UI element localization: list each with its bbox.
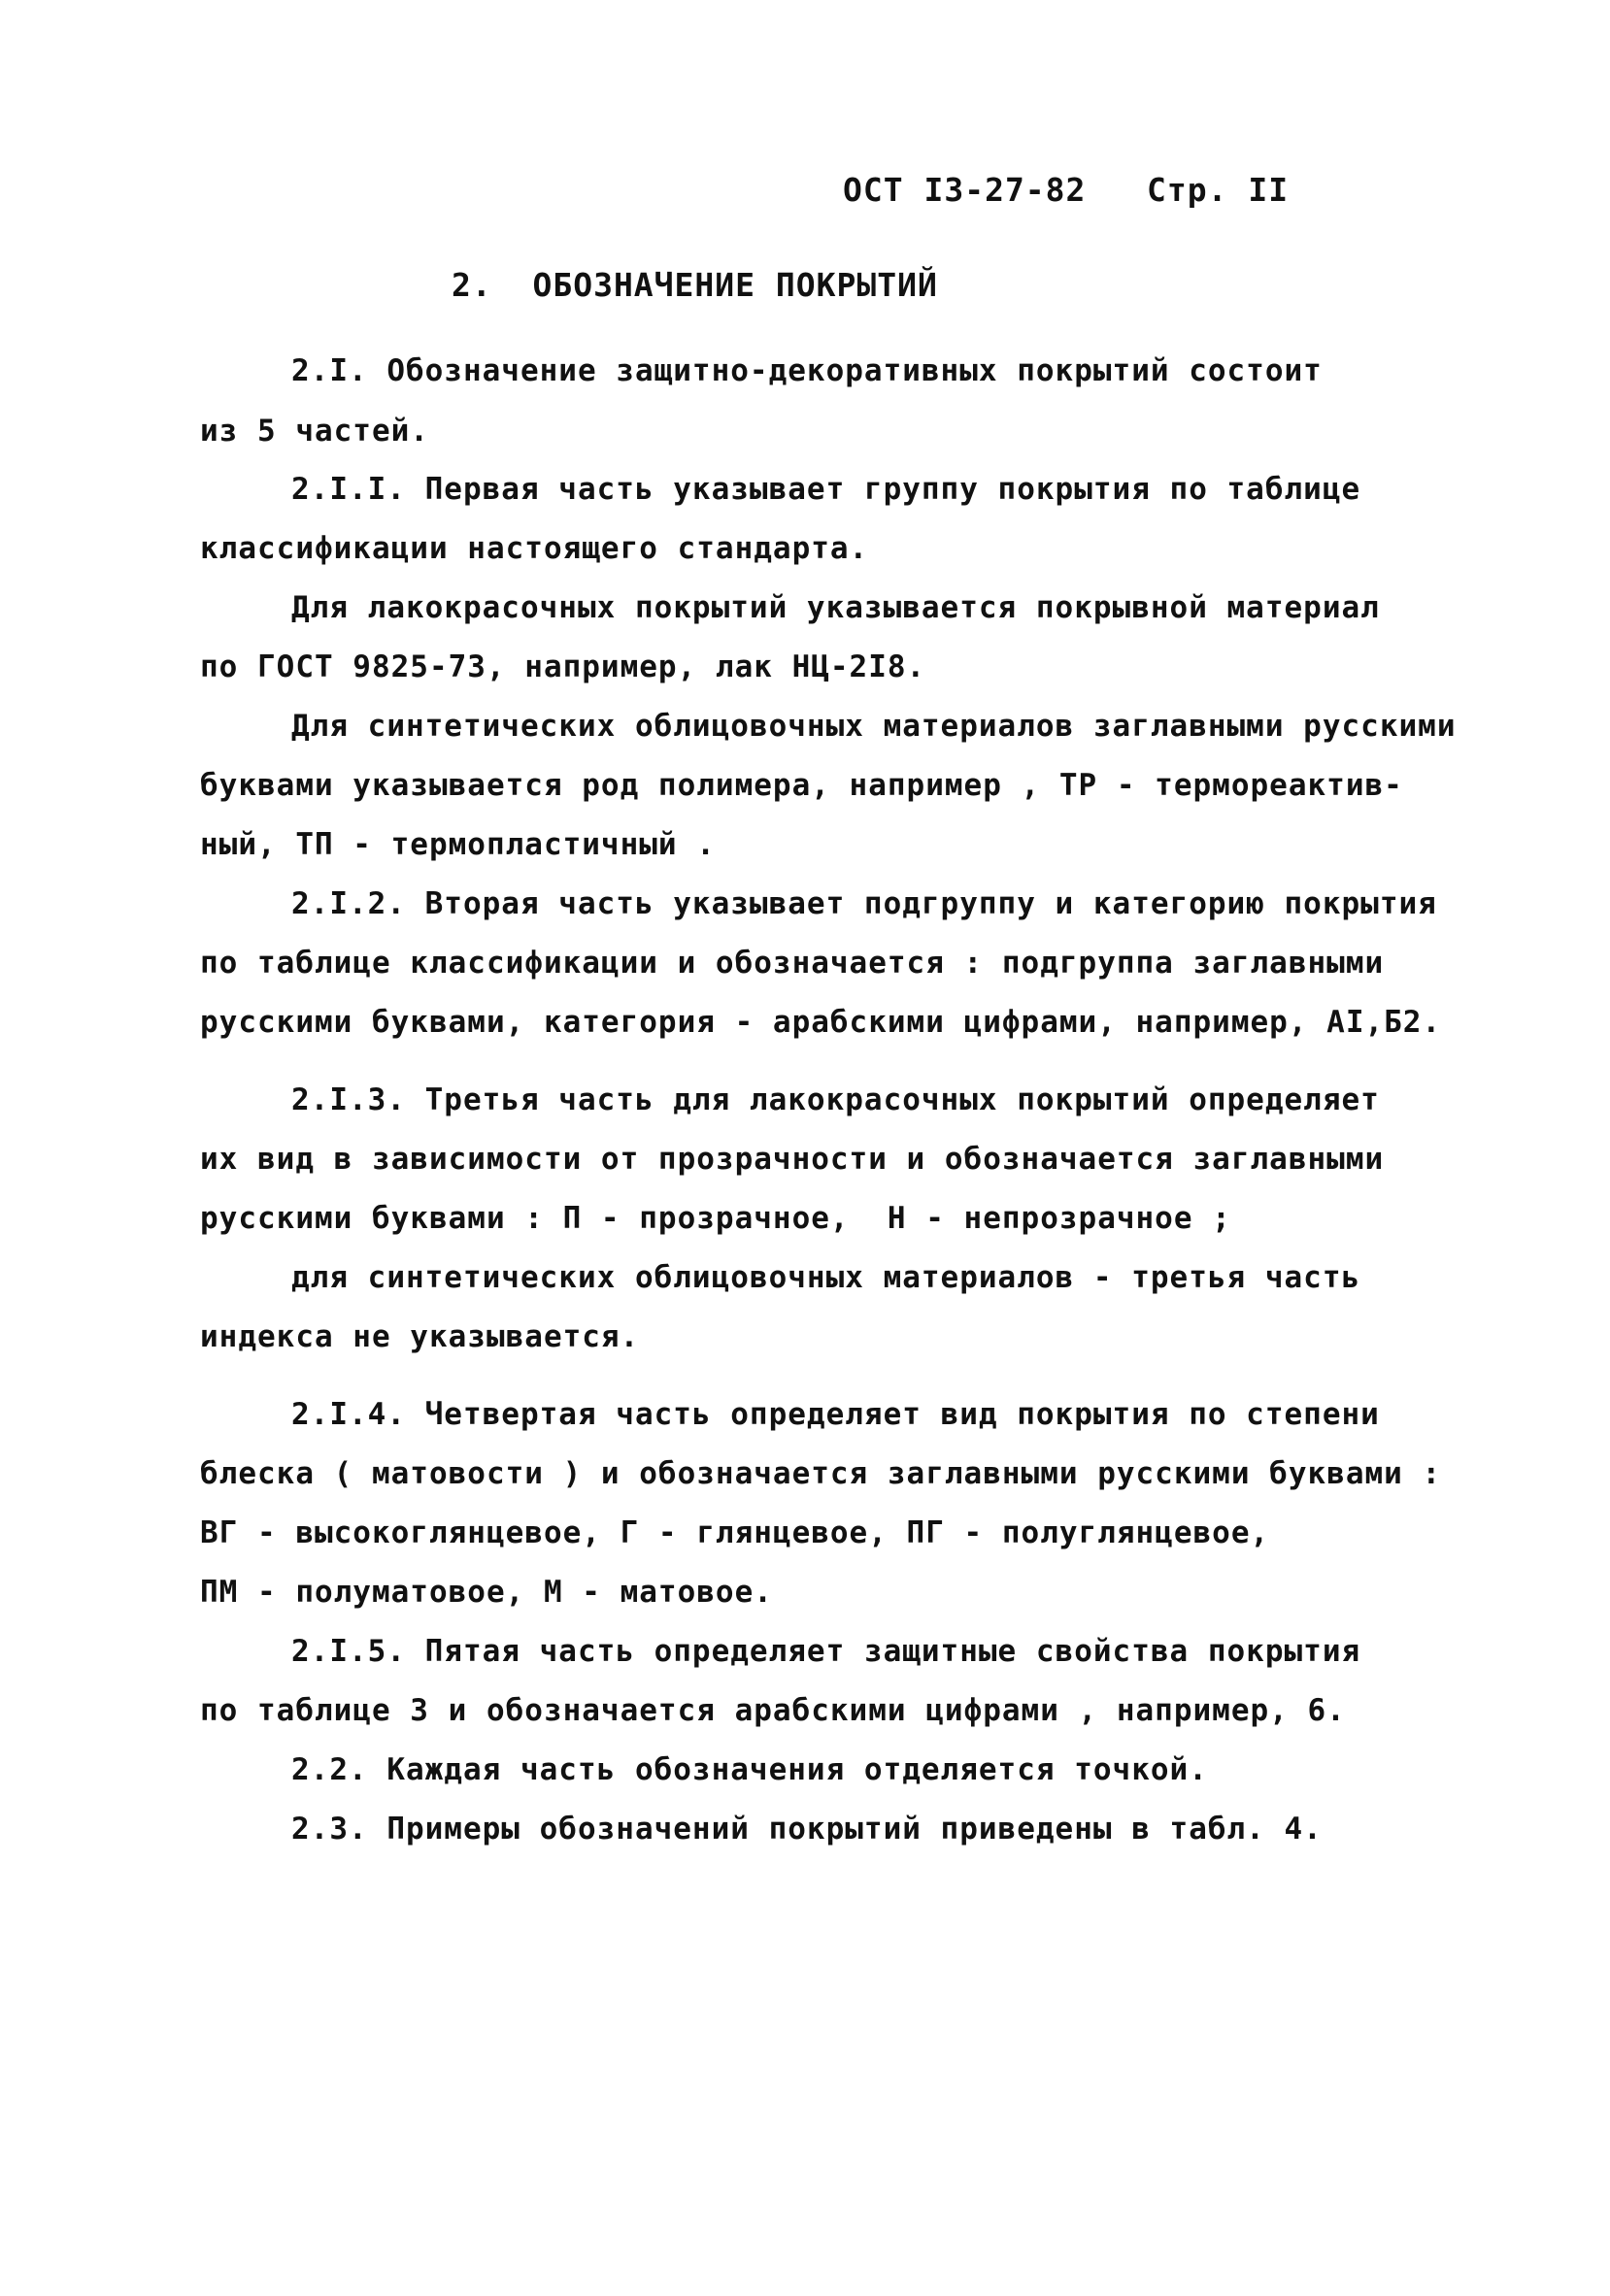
text-line: 2.I.2. Вторая часть указывает подгруппу и категорию покрытия — [291, 886, 1437, 921]
doc-number: ОСТ I3-27-82 — [843, 171, 1087, 209]
text-line: ВГ - высокоглянцевое, Г - глянцевое, ПГ - полуглянцевое, — [200, 1515, 1270, 1550]
text-line: Для лакокрасочных покрытий указывается покрывной материал — [291, 590, 1380, 625]
text-line: из 5 частей. — [200, 414, 429, 449]
text-line: блеска ( матовости ) и обозначается заглавными русскими буквами : — [200, 1456, 1442, 1491]
text-line: Для синтетических облицовочных материалов заглавными русскими — [291, 709, 1457, 744]
page-header — [843, 171, 1289, 209]
text-line: 2.I.5. Пятая часть определяет защитные свойства покрытия — [291, 1634, 1361, 1669]
text-line: ный, ТП - термопластичный . — [200, 827, 716, 862]
text-line: индекса не указывается. — [200, 1319, 640, 1354]
text-line: по таблице 3 и обозначается арабскими цифрами , например, 6. — [200, 1693, 1346, 1728]
text-line: ПМ - полуматовое, М - матовое. — [200, 1575, 773, 1610]
text-line: 2.2. Каждая часть обозначения отделяется точкой. — [291, 1752, 1208, 1787]
text-line: русскими буквами, категория - арабскими цифрами, например, АI,Б2. — [200, 1005, 1442, 1040]
text-line: 2.I. Обозначение защитно-декоративных покрытий состоит — [291, 353, 1323, 388]
text-line: по ГОСТ 9825-73, например, лак НЦ-2I8. — [200, 649, 926, 684]
text-line: 2.I.3. Третья часть для лакокрасочных покрытий определяет — [291, 1082, 1380, 1117]
text-line: их вид в зависимости от прозрачности и обозначается заглавными — [200, 1142, 1385, 1177]
text-line: классификации настоящего стандарта. — [200, 531, 869, 566]
text-line: буквами указывается род полимера, например , ТР - термореактив- — [200, 768, 1403, 803]
section-title: 2. ОБОЗНАЧЕНИЕ ПОКРЫТИЙ — [452, 266, 938, 304]
text-line: по таблице классификации и обозначается : подгруппа заглавными — [200, 946, 1385, 981]
text-line: 2.3. Примеры обозначений покрытий приведены в табл. 4. — [291, 1812, 1323, 1847]
text-line: 2.I.I. Первая часть указывает группу покрытия по таблице — [291, 472, 1361, 507]
page-number: Стр. II — [1147, 171, 1290, 209]
text-line: русскими буквами : П - прозрачное, Н - непрозрачное ; — [200, 1201, 1231, 1236]
text-line: 2.I.4. Четвертая часть определяет вид покрытия по степени — [291, 1397, 1380, 1432]
text-line: для синтетических облицовочных материалов - третья часть — [291, 1260, 1361, 1295]
